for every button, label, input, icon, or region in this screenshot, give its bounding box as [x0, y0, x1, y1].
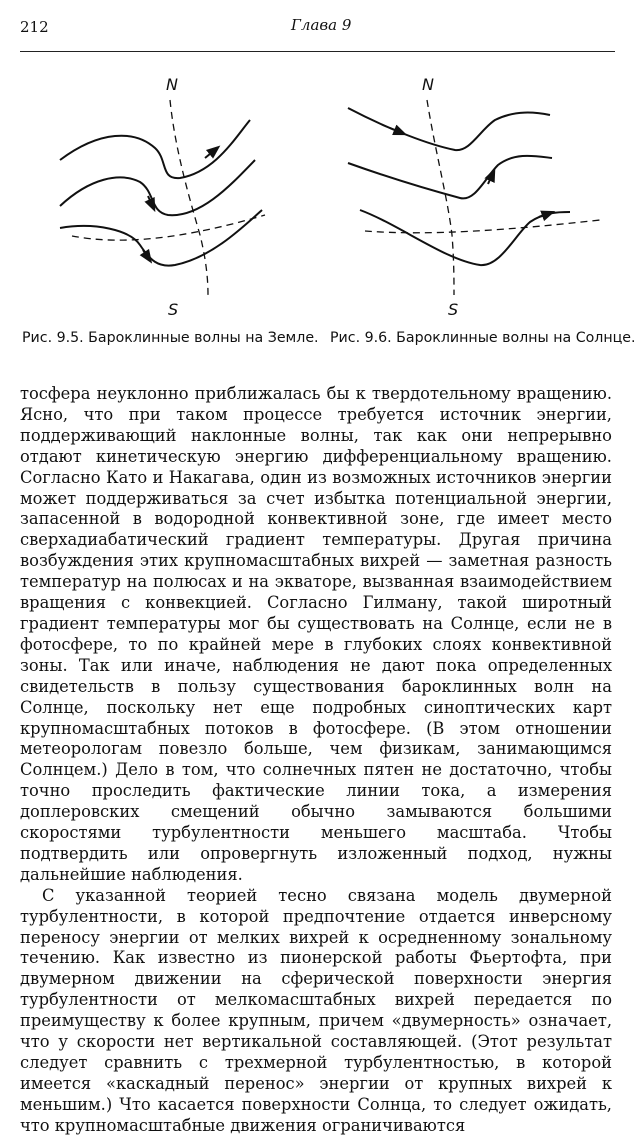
latitude-dashed-line: [365, 220, 600, 233]
chapter-title: Глава 9: [291, 16, 352, 34]
paragraph: тосфера неуклонно приближалась бы к твердотельному вращению. Ясно, что при таком процессе требуется источник энергии, поддерживающий наклонные волны, так как они непрерывно отдают кинетическую энергию дифференциальному вращению. Согласно Като и Накагава, один из возможных источников энергии может поддерживаться за счет избытка потенциальной энергии, запасенной в водородной конвективной зоне, где имеет место сверхадиабатический градиент температуры. Другая причина возбуждения этих крупномасштабных вихрей — заметная разность температур на полюсах и на экваторе, вызванная взаимодействием вращения с конвекцией. Согласно Гилману, такой широтный градиент температуры мог бы существовать на Солнце, если не в фотосфере, то по крайней мере в глубоких слоях конвективной зоны. Так или иначе, наблюдения не дают пока определенных свидетельств в пользу существования бароклинных волн на Солнце, поскольку нет еще подробных синоптических карт крупномасштабных потоков в фотосфере. (В этом отношении метеорологам повезло больше, чем физикам, занимающимся Солнцем.) Дело в том, что солнечных пятен не достаточно, чтобы точно проследить фактические линии тока, а измерения доплеровских смещений обычно замываются большими скоростями турбулентности меньшего масштаба. Чтобы подтвердить или опровергнуть изложенный подход, нужны дальнейшие наблюдения.: [20, 384, 612, 884]
streamline-1: [348, 108, 550, 150]
header-rule: [20, 51, 615, 52]
streamline-1: [60, 120, 250, 178]
streamline-3-arrow: [539, 213, 550, 217]
streamline-1-arrow: [390, 128, 402, 133]
south-label: S: [168, 300, 179, 319]
baroclinic-waves-sun-diagram: [330, 60, 620, 325]
figure-9-5: [40, 60, 300, 325]
paragraph: С указанной теорией тесно связана модель двумерной турбулентности, в которой предпочтение отдается инверсному переносу энергии от мелких вихрей к осредненному зональному течению. Как известно из пионерской работы Фьертофта, при двумерном движении на сферической поверхности энергия турбулентности от мелкомасштабных вихрей передается по преимуществу к более крупным, причем «двумерность» означает, что у скорости нет вертикальной составляющей. (Этот результат следует сравнить с трехмерной турбулентностью, в которой имеется «каскадный перенос» энергии от крупных вихрей к меньшим.) Что касается поверхности Солнца, то следует ожидать, что крупномасштабные движения ограничиваются: [20, 885, 612, 1135]
north-label: N: [422, 75, 434, 94]
streamline-3: [360, 210, 570, 265]
streamline-2: [60, 160, 255, 215]
south-label: S: [448, 300, 459, 319]
streamline-1-arrow: [205, 149, 216, 158]
figure-9-6: [330, 60, 620, 325]
page-number: 212: [20, 18, 49, 36]
figure-9-5-caption: Рис. 9.5. Бароклинные волны на Земле.: [22, 330, 319, 346]
baroclinic-waves-earth-diagram: [40, 60, 300, 325]
body-text: [20, 384, 612, 1137]
streamline-2: [348, 156, 552, 199]
meridian-dashed-line: [427, 100, 454, 295]
north-label: N: [166, 75, 178, 94]
figure-9-6-caption: Рис. 9.6. Бароклинные волны на Солнце.: [330, 330, 636, 346]
